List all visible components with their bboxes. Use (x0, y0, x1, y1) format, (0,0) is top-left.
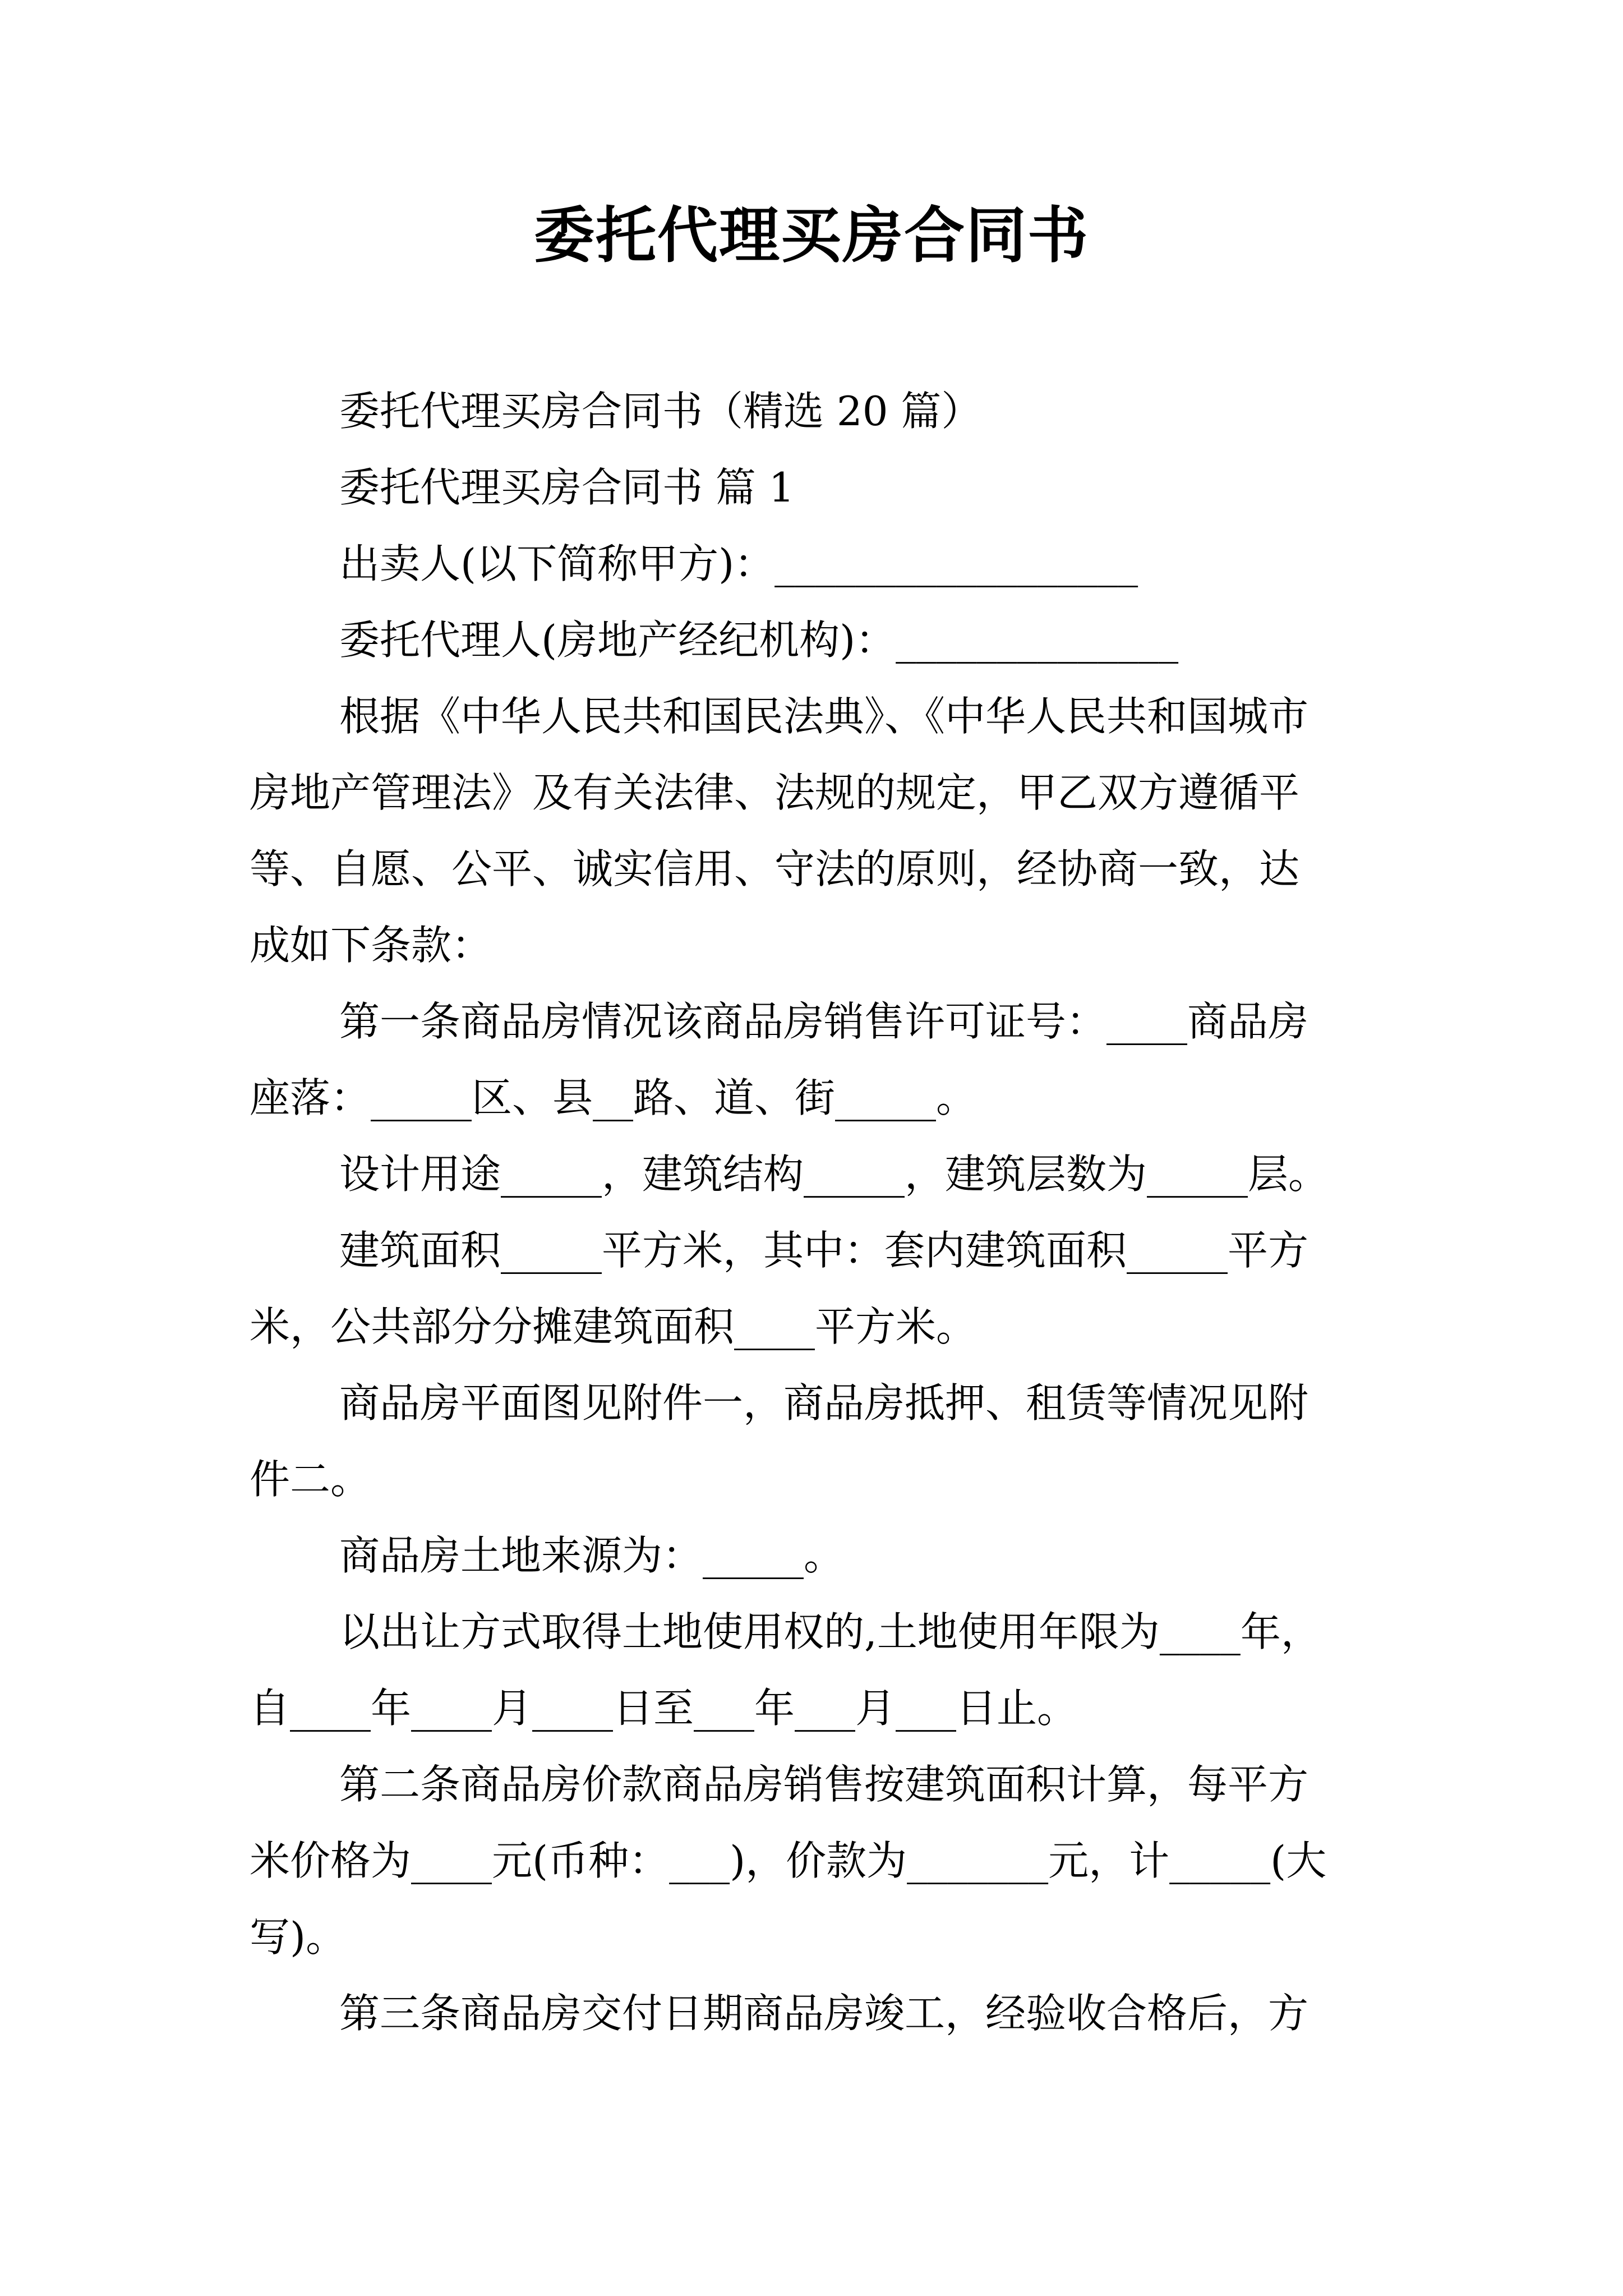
paragraph-line: 设计用途_____，建筑结构_____，建筑层数为_____层。 (339, 1151, 1329, 1198)
paragraph-line: 成如下条款： (250, 922, 492, 969)
paragraph-line: 建筑面积_____平方米，其中：套内建筑面积_____平方 (339, 1227, 1309, 1274)
document-title: 委托代理买房合同书 (533, 200, 1089, 271)
paragraph-line: 写)。 (250, 1913, 347, 1961)
paragraph-design-use (250, 1136, 1394, 1212)
paragraph-line: 出卖人(以下简称甲方)：__________________ (339, 540, 1138, 587)
paragraph-line: 第三条商品房交付日期商品房竣工，经验收合格后，方 (339, 1990, 1309, 2037)
paragraph-line: 等、自愿、公平、诚实信用、守法的原则，经协商一致，达 (250, 845, 1300, 892)
paragraph-preamble (250, 678, 1394, 983)
paragraph-seller (250, 526, 1394, 602)
paragraph-line: 以出让方式取得土地使用权的,土地使用年限为____年， (339, 1608, 1321, 1655)
paragraph-section-heading (250, 449, 1394, 526)
paragraph-line: 商品房平面图见附件一，商品房抵押、租赁等情况见附 (339, 1379, 1309, 1427)
paragraph-line: 商品房土地来源为：_____。 (339, 1532, 845, 1579)
paragraph-article-2 (250, 1746, 1394, 1975)
paragraph-article-1 (250, 983, 1394, 1136)
paragraph-land-source (250, 1517, 1394, 1594)
paragraph-line: 第一条商品房情况该商品房销售许可证号：____商品房 (339, 998, 1309, 1045)
paragraph-line: 米，公共部分分摊建筑面积____平方米。 (250, 1303, 977, 1350)
paragraph-line: 委托代理买房合同书（精选 20 篇） (339, 388, 982, 435)
paragraph-line: 根据《中华人民共和国民法典》、《中华人民共和国城市 (339, 693, 1309, 740)
paragraph-line: 委托代理人(房地产经纪机构)：______________ (339, 616, 1179, 664)
paragraph-agent (250, 602, 1394, 678)
paragraph-line: 委托代理买房合同书 篇 1 (339, 464, 795, 511)
paragraph-floor-area (250, 1212, 1394, 1365)
paragraph-land-term (250, 1594, 1394, 1746)
paragraph-line: 件二。 (250, 1456, 371, 1503)
paragraph-line: 第二条商品房价款商品房销售按建筑面积计算，每平方 (339, 1761, 1309, 1808)
paragraph-subtitle (250, 373, 1394, 449)
paragraph-line: 米价格为____元(币种：___)，价款为_______元，计_____(大 (250, 1837, 1327, 1884)
paragraph-article-3 (250, 1975, 1394, 2051)
paragraph-line: 座落：_____区、县__路、道、街_____。 (250, 1074, 977, 1121)
paragraph-line: 房地产管理法》及有关法律、法规的规定，甲乙双方遵循平 (250, 769, 1300, 816)
paragraph-line: 自____年____月____日至___年___月___日止。 (250, 1685, 1078, 1732)
paragraph-floor-plan (250, 1365, 1394, 1517)
document-body (250, 373, 1394, 2051)
